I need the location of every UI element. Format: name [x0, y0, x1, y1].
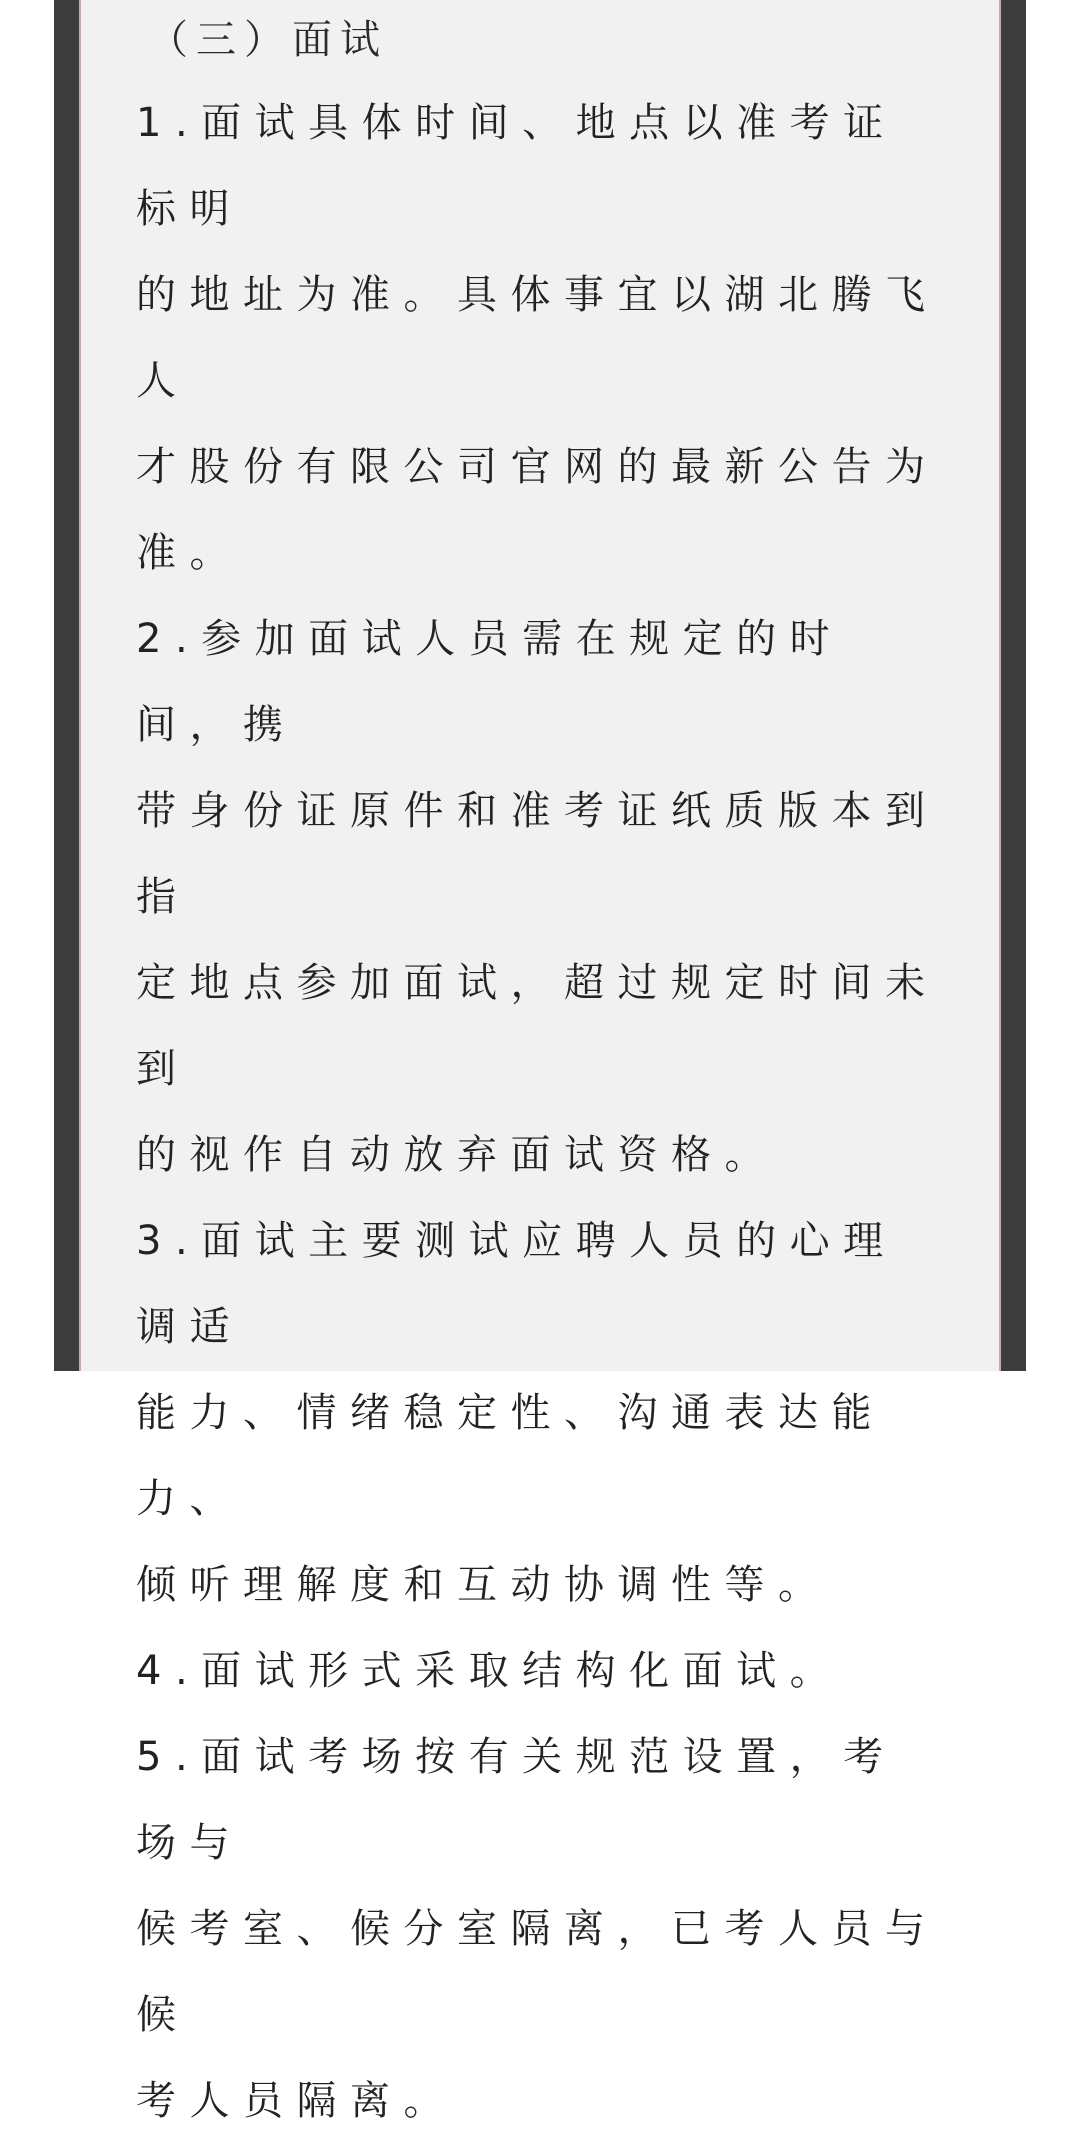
- document-content: [136, 0, 946, 2144]
- paragraph-line: 带身份证原件和准考证纸质版本到指: [136, 788, 939, 920]
- paragraph-line: 定地点参加面试，超过规定时间未到: [136, 960, 939, 1092]
- paragraph-line: 倾听理解度和互动协调性等。: [136, 1562, 832, 1608]
- paragraph-line: 才股份有限公司官网的最新公告为: [136, 444, 939, 490]
- paragraph-3: [136, 1198, 946, 1628]
- paragraph-line: 能力、情绪稳定性、沟通表达能力、: [136, 1390, 885, 1522]
- paragraph-line: 4.面试形式采取结构化面试。: [136, 1648, 844, 1694]
- paragraph-line: 考人员隔离。: [136, 2078, 457, 2124]
- section-heading: （三）面试: [148, 17, 388, 63]
- paragraph-2: [136, 596, 946, 1198]
- paragraph-line: 2.参加面试人员需在规定的时间，携: [136, 616, 844, 748]
- paragraph-4: [136, 1628, 946, 1714]
- paragraph-line: 5.面试考场按有关规范设置，考场与: [136, 1734, 897, 1866]
- paragraph-line: 1.面试具体时间、地点以准考证标明: [136, 100, 897, 232]
- paragraph-5: [136, 1714, 946, 2144]
- paragraph-1: [136, 80, 946, 596]
- paragraph-line: 候考室、候分室隔离，已考人员与候: [136, 1906, 939, 2038]
- paragraph-line: 3.面试主要测试应聘人员的心理调适: [136, 1218, 897, 1350]
- paragraph-line: 准。: [136, 530, 243, 576]
- paragraph-line: 的视作自动放弃面试资格。: [136, 1132, 778, 1178]
- paragraph-line: 的地址为准。具体事宜以湖北腾飞人: [136, 272, 939, 404]
